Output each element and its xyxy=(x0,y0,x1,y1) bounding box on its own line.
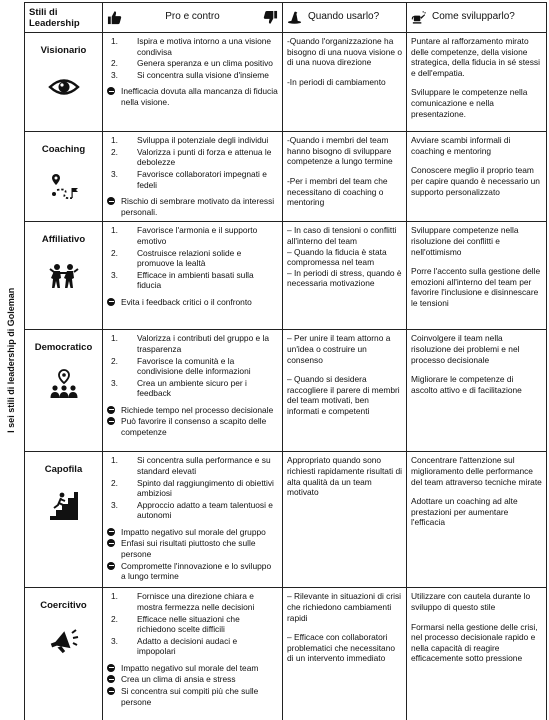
group-icon xyxy=(29,260,98,292)
pros-cons-cell xyxy=(103,330,283,452)
minus-circle-icon xyxy=(107,687,115,695)
con-item: Evita i feedback critici o il confronto xyxy=(107,297,278,308)
header-pros-cons xyxy=(103,3,283,33)
side-title xyxy=(0,2,24,718)
develop-item: Migliorare le competenze di ascolto attivo e di facilitazione xyxy=(411,374,522,395)
style-name: Coercitivo xyxy=(40,600,87,612)
cons-list xyxy=(107,86,278,107)
develop-cell xyxy=(407,33,547,132)
minus-circle-icon xyxy=(107,664,115,672)
when-cell xyxy=(283,588,407,720)
style-name: Coaching xyxy=(41,144,86,156)
witch-hat-icon xyxy=(287,10,302,25)
pros-list xyxy=(107,225,278,291)
pro-item: 1. Si concentra sulla performance e su standard elevati xyxy=(111,455,271,476)
cons-list xyxy=(107,297,278,308)
minus-circle-icon xyxy=(107,675,115,683)
develop-item: Formarsi nella gestione delle crisi, nel processo decisionale rapido e nella capacità di reagire efficacemente sotto pressione xyxy=(411,621,538,664)
pros-cons-cell xyxy=(103,33,283,132)
megaphone-icon xyxy=(29,626,98,658)
pro-item: 1. Favorisce l'armonia e il supporto emotivo xyxy=(111,225,258,246)
minus-circle-icon xyxy=(107,87,115,95)
table-row xyxy=(25,588,547,720)
minus-circle-icon xyxy=(107,528,115,536)
header-row xyxy=(25,3,547,33)
pro-item: 2. Genera speranza e un clima positivo xyxy=(111,58,273,69)
when-item: – Efficace con collaboratori problematici che necessitano di un intervento immediato xyxy=(287,632,396,664)
style-cell xyxy=(25,588,103,720)
con-item: Può favorire il consenso a scapito delle competenze xyxy=(107,416,278,437)
minus-circle-icon xyxy=(107,406,115,414)
develop-item: Avviare scambi informali di coaching e mentoring xyxy=(411,135,511,156)
develop-cell xyxy=(407,330,547,452)
pro-item: 3. Approccio adatto a team talentuosi e autonomi xyxy=(111,499,273,521)
when-cell xyxy=(283,33,407,132)
pro-item: 1. Sviluppa il potenziale degli individui xyxy=(111,135,269,146)
pros-list xyxy=(107,135,278,190)
pro-item: 2. Costruisce relazioni solide e promuove la lealtà xyxy=(111,247,242,269)
team-location-icon xyxy=(29,368,98,400)
style-name: Capofila xyxy=(44,464,83,476)
when-item: -Quando i membri del team hanno bisogno di sviluppare competenze a lungo termine xyxy=(287,135,393,167)
pro-item: 2. Efficace nelle situazioni che richiedono scelte difficili xyxy=(111,613,240,635)
header-when-label: Quando usarlo? xyxy=(308,11,380,23)
when-item: -In periodi di cambiamento xyxy=(287,76,386,87)
pro-item: 3. Favorisce collaboratori impegnati e fedeli xyxy=(111,168,267,190)
cons-list xyxy=(107,196,278,217)
style-name: Affiliativo xyxy=(41,234,86,246)
route-icon xyxy=(29,170,98,202)
style-cell xyxy=(25,33,103,132)
develop-item: Puntare al rafforzamento mirato delle competenze, della visione strategica, della fiducia in sé stessi e dell'empatia. xyxy=(411,36,540,78)
when-cell xyxy=(283,132,407,222)
minus-circle-icon xyxy=(107,298,115,306)
header-develop xyxy=(407,3,547,33)
table-row xyxy=(25,132,547,222)
minus-circle-icon xyxy=(107,562,115,570)
side-title-text: I sei stili di leadership di Goleman xyxy=(6,287,17,433)
pros-list xyxy=(107,591,278,657)
header-develop-label: Come svilupparlo? xyxy=(432,11,515,23)
style-cell xyxy=(25,330,103,452)
when-item: -Quando l'organizzazione ha bisogno di una nuova visione o di una nuova direzione xyxy=(287,36,403,68)
con-item: Crea un clima di ansia e stress xyxy=(107,674,278,685)
header-when xyxy=(283,3,407,33)
develop-item: Concentrare l'attenzione sul miglioramento delle performance del team attraverso tecniche mirate xyxy=(411,455,542,487)
develop-item: Adottare un coaching ad alte prestazioni per aumentare l'efficacia xyxy=(411,496,518,528)
con-item: Si concentra sui compiti più che sulle persone xyxy=(107,686,278,707)
watering-can-icon xyxy=(411,10,426,25)
stairs-climb-icon xyxy=(29,490,98,522)
table-row xyxy=(25,222,547,330)
con-item: Richiede tempo nel processo decisionale xyxy=(107,405,278,416)
style-name: Democratico xyxy=(34,342,93,354)
when-item: – Per unire il team attorno a un'idea o costruire un consenso xyxy=(287,333,391,365)
when-item: Appropriato quando sono richiesti rapidamente risultati di alta qualità da un team motivato xyxy=(287,455,402,498)
minus-circle-icon xyxy=(107,417,115,425)
style-cell xyxy=(25,132,103,222)
header-style-label: Stili di Leadership xyxy=(29,6,80,29)
pro-item: 1. Fornisce una direzione chiara e mostra fermezza nelle decisioni xyxy=(111,591,255,612)
con-item: Rischio di sembrare motivato da interessi personali. xyxy=(107,196,278,217)
when-cell xyxy=(283,452,407,588)
when-item: – In caso di tensioni o conflitti all'interno del team – Quando la fiducia è stata compromessa nel team – In periodi di stress, quando è necessaria motivazione xyxy=(287,225,402,289)
pros-list xyxy=(107,333,278,399)
pros-list xyxy=(107,455,278,521)
con-item: Enfasi sui risultati piuttosto che sulle persone xyxy=(107,538,278,559)
develop-cell xyxy=(407,222,547,330)
pros-cons-cell xyxy=(103,222,283,330)
pros-cons-cell xyxy=(103,588,283,720)
thumbs-up-icon xyxy=(107,10,122,25)
table-row xyxy=(25,452,547,588)
con-item: Inefficacia dovuta alla mancanza di fiducia nella visione. xyxy=(107,86,278,107)
when-item: – Quando si desidera raccogliere il parere di membri del team motivati, ben informati e competenti xyxy=(287,374,400,416)
thumbs-down-icon xyxy=(263,10,278,25)
pros-cons-cell xyxy=(103,132,283,222)
pro-item: 3. Crea un ambiente sicuro per i feedback xyxy=(111,377,247,399)
pros-list xyxy=(107,36,278,80)
style-cell xyxy=(25,222,103,330)
con-item: Impatto negativo sul morale del gruppo xyxy=(107,527,278,538)
when-item: -Per i membri del team che necessitano di coaching o mentoring xyxy=(287,175,388,208)
when-cell xyxy=(283,222,407,330)
style-name: Visionario xyxy=(40,45,87,56)
pro-item: 1. Ispira e motiva intorno a una visione condivisa xyxy=(111,36,272,57)
leadership-table xyxy=(24,2,547,720)
develop-item: Porre l'accento sulla gestione delle emozioni all'interno del team per favorire l'inclusione e disinnescare le tensioni xyxy=(411,266,541,308)
eye-icon xyxy=(29,71,98,103)
header-pros-cons-label: Pro e contro xyxy=(165,11,220,23)
pro-item: 2. Valorizza i punti di forza e attenua le debolezze xyxy=(111,146,272,168)
minus-circle-icon xyxy=(107,539,115,547)
when-item: – Rilevante in situazioni di crisi che richiedono cambiamenti rapidi xyxy=(287,591,402,623)
pro-item: 3. Efficace in ambienti basati sulla fiducia xyxy=(111,269,254,291)
table-row xyxy=(25,330,547,452)
pros-cons-cell xyxy=(103,452,283,588)
cons-list xyxy=(107,405,278,438)
table-row xyxy=(25,33,547,132)
cons-list xyxy=(107,663,278,707)
develop-item: Sviluppare competenze nella risoluzione dei conflitti e nell'ottimismo xyxy=(411,225,519,257)
develop-item: Sviluppare le competenze nella comunicazione e nella presentazione. xyxy=(411,87,528,119)
pro-item: 1. Valorizza i contributi del gruppo e la trasparenza xyxy=(111,333,270,354)
develop-cell xyxy=(407,132,547,222)
minus-circle-icon xyxy=(107,197,115,205)
develop-item: Utilizzare con cautela durante lo sviluppo di questo stile xyxy=(411,591,531,612)
develop-cell xyxy=(407,452,547,588)
pro-item: 3. Si concentra sulla visione d'insieme xyxy=(111,69,269,80)
cons-list xyxy=(107,527,278,582)
style-cell xyxy=(25,452,103,588)
header-style xyxy=(25,3,103,33)
pro-item: 3. Adatto a decisioni audaci e impopolari xyxy=(111,635,238,657)
con-item: Compromette l'innovazione e lo sviluppo a lungo termine xyxy=(107,561,278,582)
con-item: Impatto negativo sul morale del team xyxy=(107,663,278,674)
develop-item: Conoscere meglio il proprio team per capire quando è necessario un supporto personalizzato xyxy=(411,165,540,197)
pro-item: 2. Spinto dal raggiungimento di obiettivi ambiziosi xyxy=(111,477,274,499)
when-cell xyxy=(283,330,407,452)
develop-item: Coinvolgere il team nella risoluzione dei problemi e nel processo decisionale xyxy=(411,333,520,365)
develop-cell xyxy=(407,588,547,720)
pro-item: 2. Favorisce la comunità e la condivisione delle informazioni xyxy=(111,355,251,377)
